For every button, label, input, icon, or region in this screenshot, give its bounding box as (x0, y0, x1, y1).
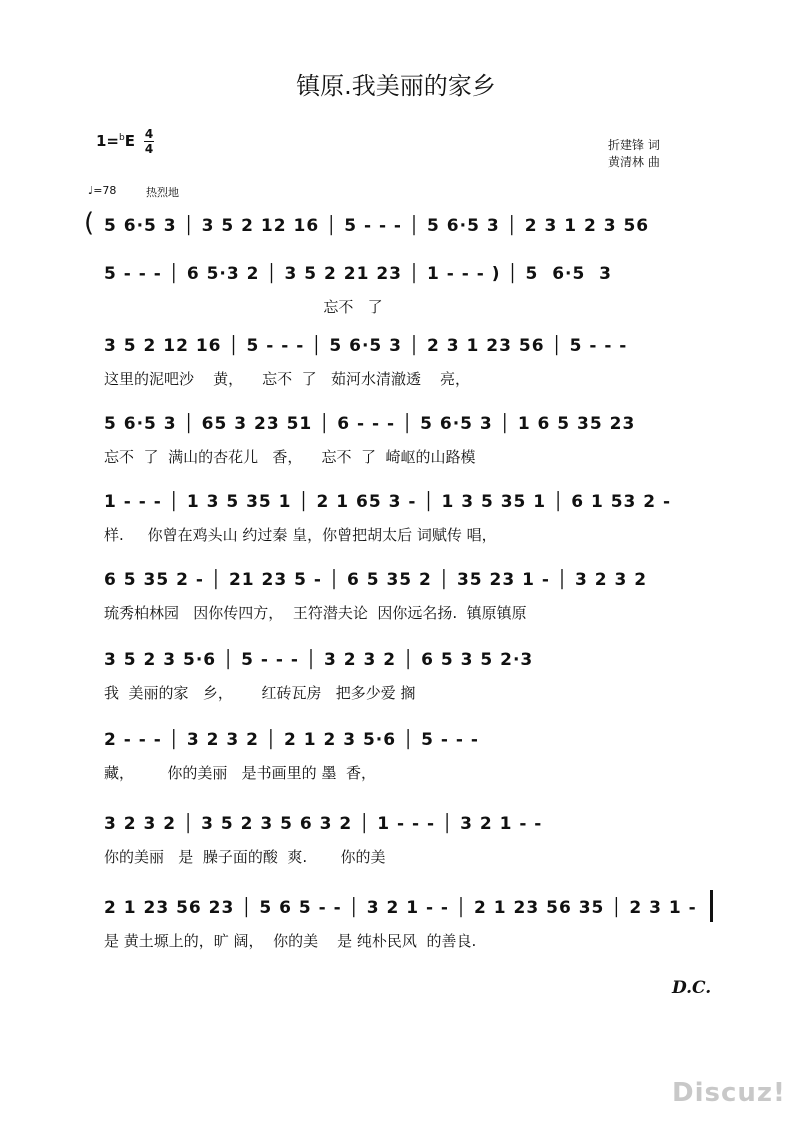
key-prefix: 1= (96, 132, 120, 150)
lyrics-line: 忘不 了 满山的杏花儿 香， 忘不 了 崎岖的山路模 (104, 448, 476, 466)
expression-marking: 热烈地 (146, 186, 179, 199)
composer-credit: 黄清林 曲 (608, 155, 660, 169)
notes-line: 5 6·5 3 │ 3 5 2 12 16 │ 5 - - - │ 5 6·5 3 │ 2 3 1 2 3 56 (104, 216, 650, 236)
tempo-marking: ♩=78 (88, 184, 117, 197)
notes-line: 5 - - - │ 6 5·3 2 │ 3 5 2 21 23 │ 1 - - - ) │ 5 6·5 3 (104, 264, 613, 284)
lyrics-line: 你的美丽 是 臊子面的酸 爽. 你的美 (104, 848, 386, 866)
lyrics-line: 琉秀柏林园 因你传四方， 王符潜夫论 因你远名扬. 镇原镇原 (104, 604, 527, 622)
notes-line: 6 5 35 2 - │ 21 23 5 - │ 6 5 35 2 │ 35 23 1 - │ 3 2 3 2 (104, 570, 648, 590)
notes-line: 3 2 3 2 │ 3 5 2 3 5 6 3 2 │ 1 - - - │ 3 2 1 - - (104, 814, 543, 834)
final-barline (710, 890, 713, 922)
key-signature (96, 132, 135, 150)
notes-line: 3 5 2 3 5·6 │ 5 - - - │ 3 2 3 2 │ 6 5 3 5 2·3 (104, 650, 534, 670)
time-signature (144, 128, 154, 155)
lyrics-line: 是 黄土塬上的，旷 阔， 你的美 是 纯朴民风 的善良. (104, 932, 477, 950)
lyrics-line: 样. 你曾在鸡头山 约过秦 皇，你曾把胡太后 词赋传 唱， (104, 526, 497, 544)
da-capo-marking: D.C. (672, 978, 712, 998)
key-note: E (124, 132, 135, 150)
page-title: 镇原.我美丽的家乡 (296, 72, 496, 100)
flat-sign: b (119, 133, 125, 143)
lyricist-credit: 折建锋 词 (608, 138, 660, 152)
lyrics-line: 藏， 你的美丽 是书画里的 墨 香， (104, 764, 376, 782)
notes-line: 3 5 2 12 16 │ 5 - - - │ 5 6·5 3 │ 2 3 1 23 56 │ 5 - - - (104, 336, 628, 356)
time-top: 4 (144, 127, 154, 141)
watermark: Discuz! (672, 1078, 786, 1108)
lyrics-line: 我 美丽的家 乡， 红砖瓦房 把多少爱 搁 (104, 684, 416, 702)
intro-paren: ( (84, 208, 95, 238)
notes-line: 2 - - - │ 3 2 3 2 │ 2 1 2 3 5·6 │ 5 - - - (104, 730, 479, 750)
notes-line: 2 1 23 56 23 │ 5 6 5 - - │ 3 2 1 - - │ 2 1 23 56 35 │ 2 3 1 - (104, 898, 697, 918)
notes-line: 5 6·5 3 │ 65 3 23 51 │ 6 - - - │ 5 6·5 3 │ 1 6 5 35 23 (104, 414, 636, 434)
lyrics-line: 忘不 了 (104, 298, 383, 316)
time-bottom: 4 (144, 142, 154, 156)
notes-line: 1 - - - │ 1 3 5 35 1 │ 2 1 65 3 - │ 1 3 5 35 1 │ 6 1 53 2 - (104, 492, 672, 512)
lyrics-line: 这里的泥吧沙 黄， 忘不 了 茹河水清澈透 亮， (104, 370, 471, 388)
